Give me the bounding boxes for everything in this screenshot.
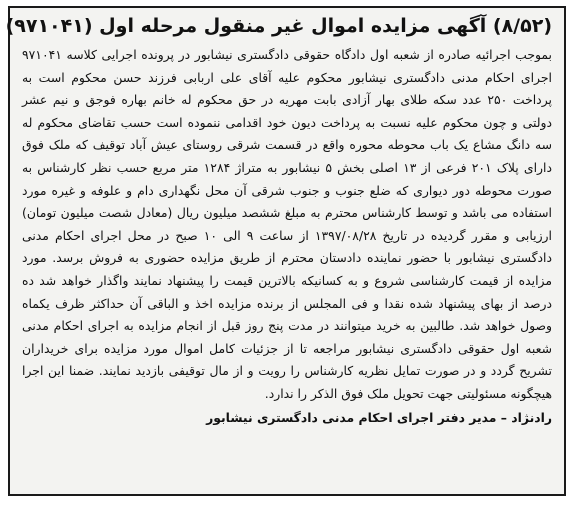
notice-title: (۸/۵۲) آگهی مزایده اموال غیر منقول مرحله اول (۹۷۱۰۴۱) bbox=[5, 15, 552, 37]
notice-body-text: بموجب اجرائیه صادره از شعبه اول دادگاه حقوقی دادگستری نیشابور در پرونده اجرایی کلاسه ۹۷۱۰۴۱ اجرای احکام مدنی دادگستری نیشابور محکوم علیه آقای علی اربابی فرزند حسن محکوم است به پرداخت ۲۵۰ عدد سکه طلای بهار آزادی بابت مهریه در حق محکوم له خانم بهاره فوجق و نیم عشر دولتی و چون محکوم علیه نسبت به پرداخت دیون خود اقدامی ننموده است حسب تقاضای محکوم له سه دانگ مشاع یک باب محوطه محوره واقع در قسمت شرقی روستای عیش آباد توقیف که ملک فوق دارای پلاک ۲۰۱ فرعی از ۱۳ اصلی بخش ۵ نیشابور به متراژ ۱۲۸۴ متر مربع حسب نظر کارشناس به صورت محوطه دور دیواری که ضلع جنوب و جنوب شرقی آن محل نگهداری دام و علوفه و غیره مورد استفاده می باشد و توسط کارشناس محترم به مبلغ ششصد میلیون ریال (معادل شصت میلیون تومان) ارزیابی و مقرر گردیده در تاریخ ۱۳۹۷/۰۸/۲۸ از ساعت ۹ الی ۱۰ صبح در محل اجرای احکام مدنی دادگستری نیشابور با حضور نماینده دادستان محترم از طریق مزایده حضوری به فروش برسد. مورد مزایده از قیمت کارشناسی شروع و به کسانیکه بالاترین قیمت را پیشنهاد نمایند واگذار خواهد شد ده درصد از بهای پیشنهاد شده نقدا و فی المجلس از برنده مزایده اخذ و الباقی آن حداکثر ظرف یکماه وصول خواهد شد. طالبین به خرید میتوانند در مدت پنج روز قبل از انجام مزایده به اجرای احکام مدنی شعبه اول حقوقی دادگستری نیشابور مراجعه تا از جزئیات کامل اموال مورد مزایده برای خریداران تشریح گردد و در صورت تمایل نظریه کارشناس را رویت و از مال توقیفی بازدید نمایند. ضمنا این اجرا هیچگونه مسئولیتی جهت تحویل ملک فوق الذکر را ندارد. bbox=[22, 47, 552, 401]
auction-notice bbox=[5, 6, 566, 496]
notice-signature: رادنژاد – مدیر دفتر اجرای احکام مدنی دادگستری نیشابور bbox=[206, 409, 552, 425]
